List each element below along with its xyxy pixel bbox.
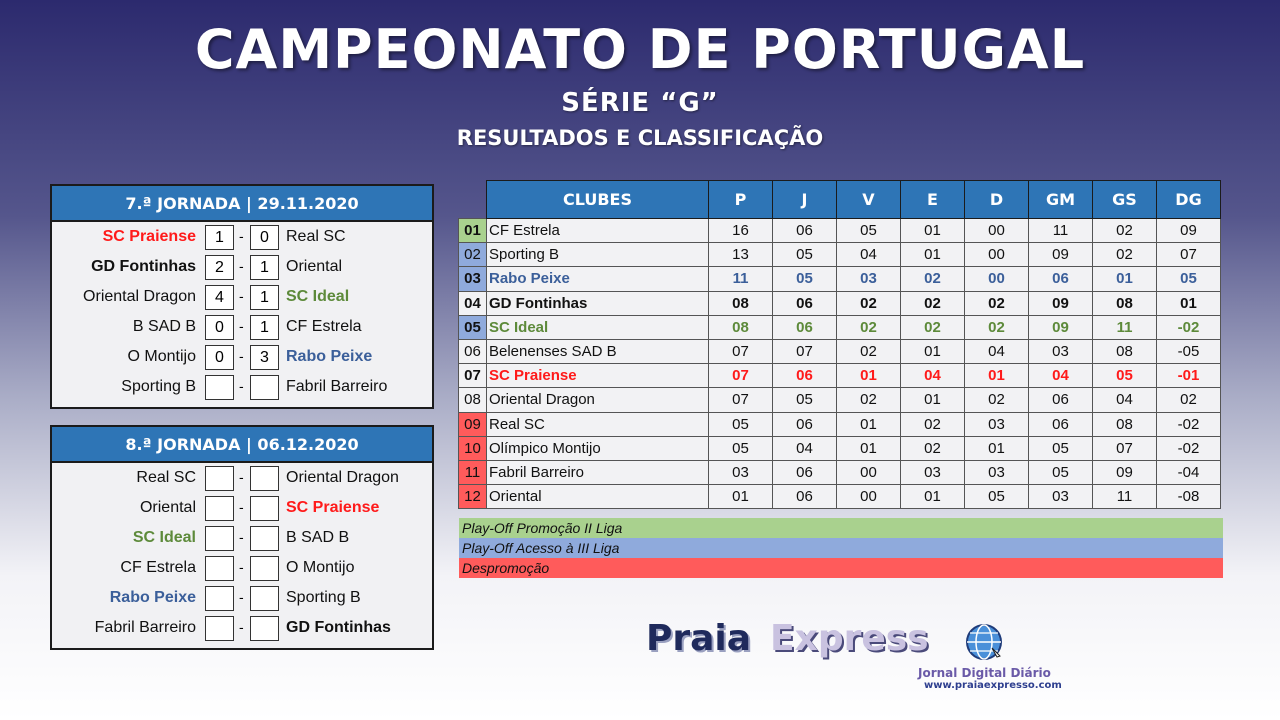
score-separator: - <box>239 589 244 605</box>
home-team: Oriental <box>139 499 196 516</box>
away-score <box>250 556 279 581</box>
stat-p-cell: 07 <box>709 388 773 412</box>
stat-v-cell: 00 <box>837 460 901 484</box>
stat-e-cell: 01 <box>901 485 965 509</box>
position-cell: 01 <box>459 219 487 243</box>
position-cell: 06 <box>459 339 487 363</box>
stat-gs-cell: 11 <box>1093 315 1157 339</box>
away-team: SC Praiense <box>286 499 380 516</box>
stat-v-cell: 01 <box>837 412 901 436</box>
score-separator: - <box>239 348 244 364</box>
jornada-8-panel <box>50 425 434 650</box>
club-cell: GD Fontinhas <box>487 291 709 315</box>
stat-gs-cell: 08 <box>1093 291 1157 315</box>
position-cell: 05 <box>459 315 487 339</box>
pos-header <box>459 181 487 219</box>
match-row <box>52 312 432 342</box>
stat-p-cell: 11 <box>709 267 773 291</box>
column-header-d: D <box>965 181 1029 219</box>
position-cell: 02 <box>459 243 487 267</box>
match-row <box>52 222 432 252</box>
stat-dg-cell: -01 <box>1157 364 1221 388</box>
stat-e-cell: 01 <box>901 388 965 412</box>
home-team: Real SC <box>136 469 196 486</box>
stat-p-cell: 07 <box>709 364 773 388</box>
stat-gm-cell: 11 <box>1029 219 1093 243</box>
stat-dg-cell: 01 <box>1157 291 1221 315</box>
table-row <box>459 267 1221 291</box>
column-header-e: E <box>901 181 965 219</box>
table-row <box>459 412 1221 436</box>
home-team: Oriental Dragon <box>83 288 196 305</box>
stat-dg-cell: -02 <box>1157 315 1221 339</box>
stat-e-cell: 01 <box>901 219 965 243</box>
stat-j-cell: 06 <box>773 315 837 339</box>
stat-v-cell: 02 <box>837 388 901 412</box>
away-team: Real SC <box>286 228 346 245</box>
stat-p-cell: 07 <box>709 339 773 363</box>
legend-access: Play-Off Acesso à III Liga <box>459 538 1223 558</box>
home-team: SC Praiense <box>102 228 196 245</box>
stat-d-cell: 02 <box>965 388 1029 412</box>
stat-gs-cell: 02 <box>1093 219 1157 243</box>
away-team: GD Fontinhas <box>286 619 391 636</box>
legend-promotion: Play-Off Promoção II Liga <box>459 518 1223 538</box>
stat-v-cell: 05 <box>837 219 901 243</box>
stat-v-cell: 01 <box>837 364 901 388</box>
stat-p-cell: 05 <box>709 436 773 460</box>
column-header-v: V <box>837 181 901 219</box>
stat-e-cell: 02 <box>901 412 965 436</box>
page-title: CAMPEONATO DE PORTUGAL <box>194 18 1086 81</box>
stat-v-cell: 04 <box>837 243 901 267</box>
stat-gm-cell: 06 <box>1029 388 1093 412</box>
home-team: GD Fontinhas <box>91 258 196 275</box>
away-score: 1 <box>250 285 279 310</box>
home-score <box>205 616 234 641</box>
position-cell: 11 <box>459 460 487 484</box>
logo-word-express: Express <box>770 618 929 659</box>
away-team: Sporting B <box>286 589 361 606</box>
stat-gs-cell: 11 <box>1093 485 1157 509</box>
stat-j-cell: 06 <box>773 460 837 484</box>
match-row <box>52 523 432 553</box>
home-score: 0 <box>205 315 234 340</box>
stat-gm-cell: 06 <box>1029 412 1093 436</box>
standings-table <box>458 180 1221 509</box>
home-score <box>205 526 234 551</box>
club-cell: SC Ideal <box>487 315 709 339</box>
stat-p-cell: 13 <box>709 243 773 267</box>
stat-e-cell: 01 <box>901 339 965 363</box>
away-score <box>250 616 279 641</box>
legend-relegation: Despromoção <box>459 558 1223 578</box>
stat-gs-cell: 09 <box>1093 460 1157 484</box>
stat-j-cell: 06 <box>773 412 837 436</box>
stat-gs-cell: 08 <box>1093 412 1157 436</box>
stat-gs-cell: 01 <box>1093 267 1157 291</box>
score-separator: - <box>239 499 244 515</box>
position-cell: 03 <box>459 267 487 291</box>
stat-v-cell: 01 <box>837 436 901 460</box>
stat-v-cell: 02 <box>837 291 901 315</box>
position-cell: 09 <box>459 412 487 436</box>
stat-dg-cell: 02 <box>1157 388 1221 412</box>
table-row <box>459 291 1221 315</box>
stat-gm-cell: 03 <box>1029 485 1093 509</box>
stat-dg-cell: 07 <box>1157 243 1221 267</box>
club-cell: Oriental Dragon <box>487 388 709 412</box>
table-row <box>459 460 1221 484</box>
home-score <box>205 586 234 611</box>
score-separator: - <box>239 258 244 274</box>
position-cell: 04 <box>459 291 487 315</box>
club-cell: CF Estrela <box>487 219 709 243</box>
score-separator: - <box>239 619 244 635</box>
table-row <box>459 364 1221 388</box>
away-score: 1 <box>250 315 279 340</box>
position-cell: 12 <box>459 485 487 509</box>
score-separator: - <box>239 288 244 304</box>
score-separator: - <box>239 318 244 334</box>
home-score <box>205 496 234 521</box>
stat-p-cell: 05 <box>709 412 773 436</box>
stat-dg-cell: -02 <box>1157 436 1221 460</box>
club-cell: Real SC <box>487 412 709 436</box>
table-row <box>459 243 1221 267</box>
away-score: 3 <box>250 345 279 370</box>
stat-e-cell: 02 <box>901 436 965 460</box>
column-header-clubes: CLUBES <box>487 181 709 219</box>
table-row <box>459 436 1221 460</box>
club-cell: Belenenses SAD B <box>487 339 709 363</box>
praia-express-logo <box>646 616 1062 696</box>
stat-d-cell: 02 <box>965 315 1029 339</box>
home-score <box>205 375 234 400</box>
home-score <box>205 556 234 581</box>
away-score <box>250 466 279 491</box>
stat-dg-cell: -04 <box>1157 460 1221 484</box>
home-score <box>205 466 234 491</box>
stat-d-cell: 05 <box>965 485 1029 509</box>
away-team: Rabo Peixe <box>286 348 373 365</box>
score-separator: - <box>239 228 244 244</box>
away-team: SC Ideal <box>286 288 350 305</box>
stat-j-cell: 05 <box>773 267 837 291</box>
stat-j-cell: 06 <box>773 485 837 509</box>
stat-d-cell: 00 <box>965 219 1029 243</box>
column-header-gs: GS <box>1093 181 1157 219</box>
stat-gs-cell: 05 <box>1093 364 1157 388</box>
stat-e-cell: 04 <box>901 364 965 388</box>
home-score: 4 <box>205 285 234 310</box>
stat-p-cell: 16 <box>709 219 773 243</box>
stat-e-cell: 02 <box>901 267 965 291</box>
stat-j-cell: 04 <box>773 436 837 460</box>
stat-v-cell: 03 <box>837 267 901 291</box>
column-header-j: J <box>773 181 837 219</box>
stat-p-cell: 03 <box>709 460 773 484</box>
stat-d-cell: 03 <box>965 460 1029 484</box>
table-row <box>459 339 1221 363</box>
column-header-dg: DG <box>1157 181 1221 219</box>
away-team: Fabril Barreiro <box>286 378 388 395</box>
home-score: 2 <box>205 255 234 280</box>
home-score: 1 <box>205 225 234 250</box>
home-team: B SAD B <box>132 318 196 335</box>
page-subtitle: RESULTADOS E CLASSIFICAÇÃO <box>456 126 824 150</box>
stat-j-cell: 06 <box>773 364 837 388</box>
away-score <box>250 496 279 521</box>
stat-d-cell: 01 <box>965 436 1029 460</box>
away-team: Oriental <box>286 258 343 275</box>
home-team: SC Ideal <box>132 529 196 546</box>
table-row <box>459 219 1221 243</box>
position-cell: 08 <box>459 388 487 412</box>
score-separator: - <box>239 559 244 575</box>
logo-word-praia: Praia <box>646 618 752 659</box>
stat-gm-cell: 04 <box>1029 364 1093 388</box>
stat-d-cell: 03 <box>965 412 1029 436</box>
stat-e-cell: 03 <box>901 460 965 484</box>
stat-dg-cell: -05 <box>1157 339 1221 363</box>
away-team: O Montijo <box>286 559 355 576</box>
home-team: Sporting B <box>121 378 196 395</box>
stat-gs-cell: 07 <box>1093 436 1157 460</box>
stat-d-cell: 00 <box>965 267 1029 291</box>
stat-dg-cell: -02 <box>1157 412 1221 436</box>
position-cell: 07 <box>459 364 487 388</box>
away-score <box>250 526 279 551</box>
stat-j-cell: 05 <box>773 388 837 412</box>
series-title: SÉRIE “G” <box>561 88 719 118</box>
stat-v-cell: 00 <box>837 485 901 509</box>
stat-gm-cell: 09 <box>1029 291 1093 315</box>
globe-icon <box>964 622 1004 662</box>
match-row <box>52 493 432 523</box>
stat-gm-cell: 03 <box>1029 339 1093 363</box>
away-score <box>250 586 279 611</box>
logo-tagline: Jornal Digital Diário <box>918 666 1051 680</box>
stat-dg-cell: 09 <box>1157 219 1221 243</box>
stat-v-cell: 02 <box>837 315 901 339</box>
home-team: O Montijo <box>127 348 196 365</box>
stat-gm-cell: 05 <box>1029 436 1093 460</box>
stat-gs-cell: 02 <box>1093 243 1157 267</box>
stat-j-cell: 06 <box>773 219 837 243</box>
stat-e-cell: 02 <box>901 291 965 315</box>
table-row <box>459 485 1221 509</box>
stat-dg-cell: -08 <box>1157 485 1221 509</box>
stat-v-cell: 02 <box>837 339 901 363</box>
away-team: Oriental Dragon <box>286 469 399 486</box>
stat-gm-cell: 05 <box>1029 460 1093 484</box>
column-header-p: P <box>709 181 773 219</box>
column-header-gm: GM <box>1029 181 1093 219</box>
stat-d-cell: 02 <box>965 291 1029 315</box>
stat-d-cell: 04 <box>965 339 1029 363</box>
stat-j-cell: 05 <box>773 243 837 267</box>
away-score <box>250 375 279 400</box>
stat-d-cell: 01 <box>965 364 1029 388</box>
stat-d-cell: 00 <box>965 243 1029 267</box>
jornada-7-panel <box>50 184 434 409</box>
stat-p-cell: 08 <box>709 315 773 339</box>
match-row <box>52 463 432 493</box>
stat-dg-cell: 05 <box>1157 267 1221 291</box>
club-cell: Rabo Peixe <box>487 267 709 291</box>
score-separator: - <box>239 469 244 485</box>
home-team: CF Estrela <box>120 559 196 576</box>
club-cell: Oriental <box>487 485 709 509</box>
match-row <box>52 613 432 643</box>
jornada-8-title: 8.ª JORNADA | 06.12.2020 <box>52 427 432 463</box>
club-cell: Fabril Barreiro <box>487 460 709 484</box>
position-cell: 10 <box>459 436 487 460</box>
stat-gs-cell: 08 <box>1093 339 1157 363</box>
home-team: Rabo Peixe <box>109 589 196 606</box>
stat-gm-cell: 06 <box>1029 267 1093 291</box>
stat-e-cell: 02 <box>901 315 965 339</box>
club-cell: Sporting B <box>487 243 709 267</box>
stat-j-cell: 07 <box>773 339 837 363</box>
club-cell: Olímpico Montijo <box>487 436 709 460</box>
match-row <box>52 583 432 613</box>
table-row <box>459 315 1221 339</box>
logo-url: www.praiaexpresso.com <box>924 680 1062 691</box>
away-team: B SAD B <box>286 529 350 546</box>
stat-gm-cell: 09 <box>1029 243 1093 267</box>
home-score: 0 <box>205 345 234 370</box>
match-row <box>52 372 432 402</box>
score-separator: - <box>239 378 244 394</box>
standings-header-row <box>459 181 1221 219</box>
stat-j-cell: 06 <box>773 291 837 315</box>
table-row <box>459 388 1221 412</box>
match-row <box>52 282 432 312</box>
away-team: CF Estrela <box>286 318 362 335</box>
match-row <box>52 252 432 282</box>
score-separator: - <box>239 529 244 545</box>
home-team: Fabril Barreiro <box>94 619 196 636</box>
away-score: 0 <box>250 225 279 250</box>
stat-gs-cell: 04 <box>1093 388 1157 412</box>
stat-p-cell: 01 <box>709 485 773 509</box>
jornada-7-title: 7.ª JORNADA | 29.11.2020 <box>52 186 432 222</box>
club-cell: SC Praiense <box>487 364 709 388</box>
away-score: 1 <box>250 255 279 280</box>
stat-e-cell: 01 <box>901 243 965 267</box>
stat-gm-cell: 09 <box>1029 315 1093 339</box>
match-row <box>52 342 432 372</box>
stat-p-cell: 08 <box>709 291 773 315</box>
match-row <box>52 553 432 583</box>
